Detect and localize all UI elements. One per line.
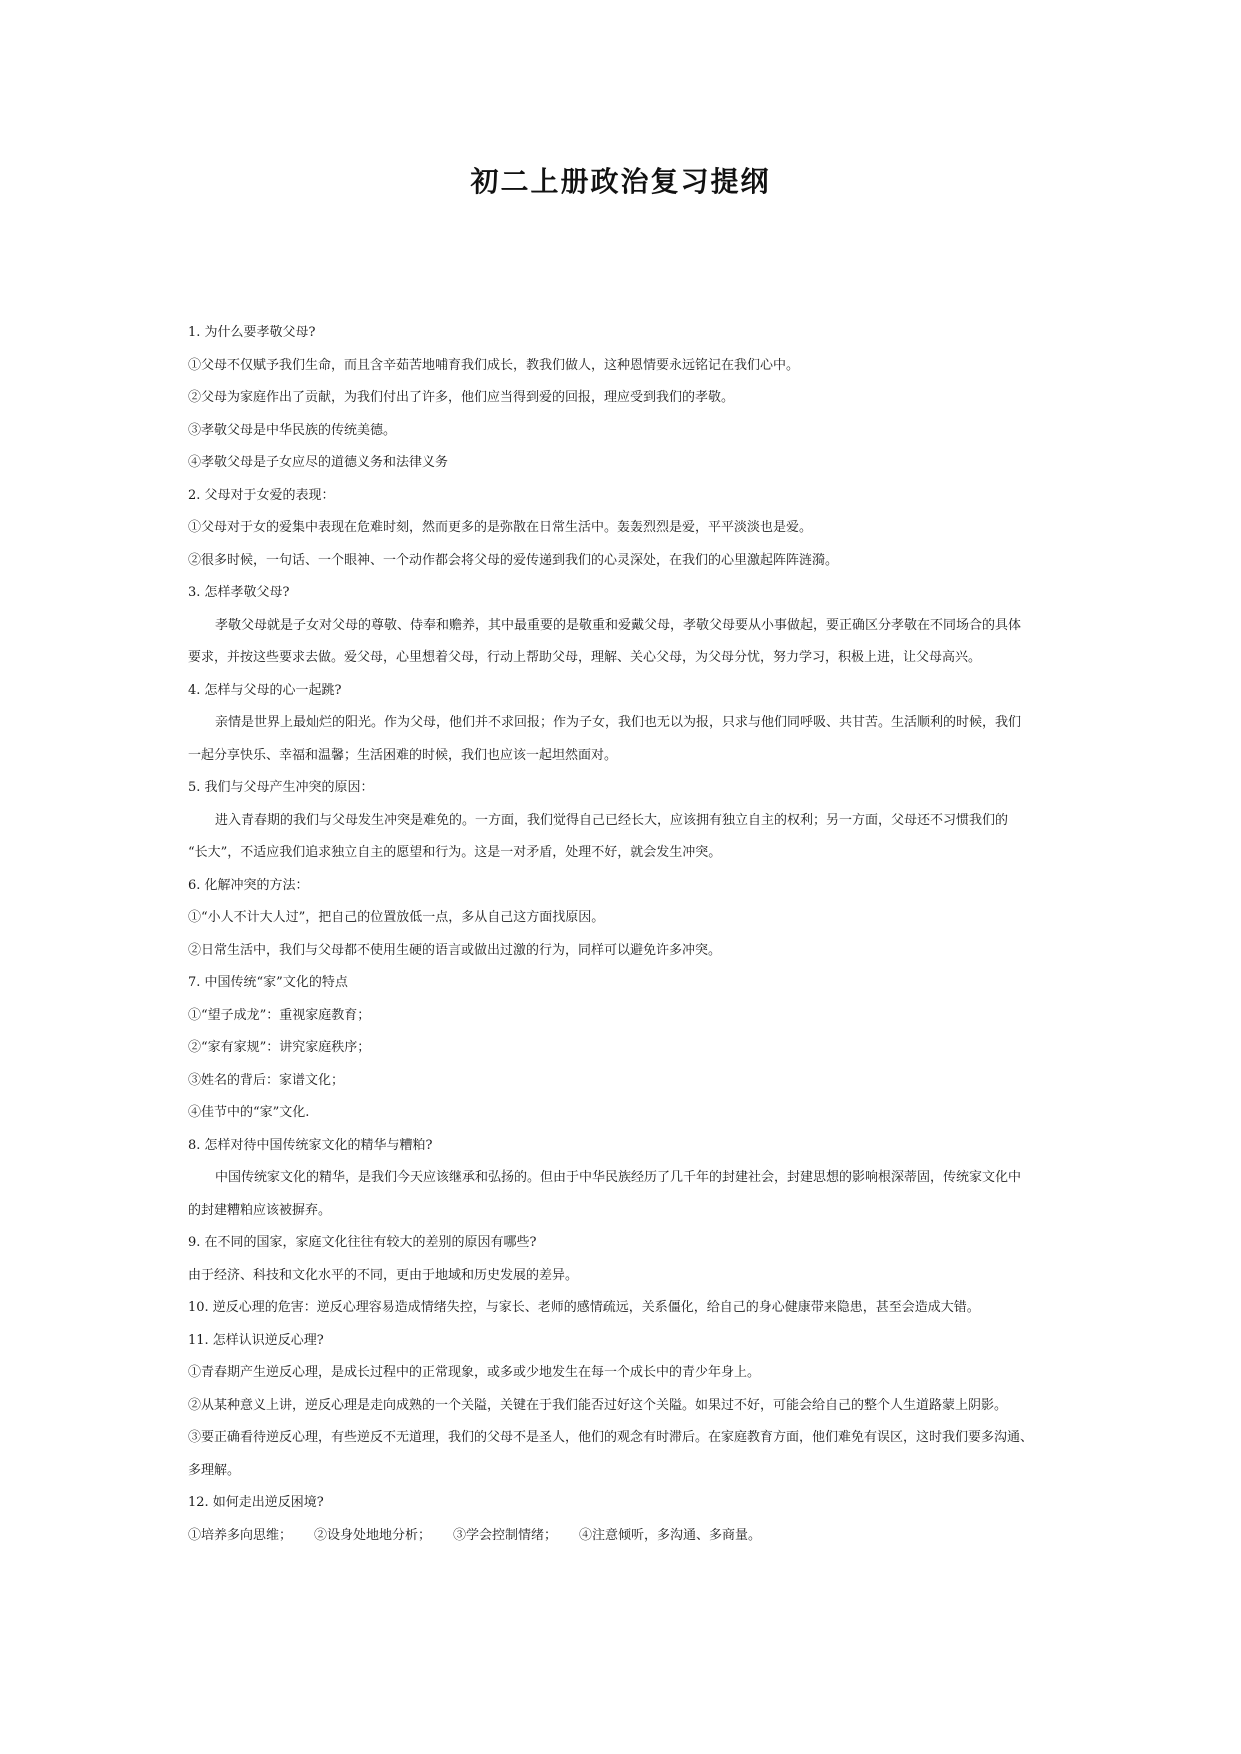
text-line: ③要正确看待逆反心理，有些逆反不无道理，我们的父母不是圣人，他们的观念有时滞后。在家庭教育方面，他们难免有误区，这时我们要多沟通、 — [188, 1430, 1034, 1445]
text-line: 的封建糟粕应该被摒弃。 — [188, 1202, 332, 1218]
text-line: 12. 如何走出逆反困境? — [188, 1495, 324, 1510]
text-line: ③姓名的背后：家谱文化； — [188, 1072, 345, 1088]
option-item: ①培养多向思维； — [188, 1527, 293, 1543]
text-line: ②很多时候，一句话、一个眼神、一个动作都会将父母的爱传递到我们的心灵深处，在我们的心里激起阵阵涟漪。 — [188, 552, 839, 568]
text-line: ④孝敬父母是子女应尽的道德义务和法律义务 — [188, 455, 449, 470]
text-line: 要求，并按这些要求去做。爱父母，心里想着父母，行动上帮助父母，理解、关心父母，为父母分忧，努力学习，积极上进，让父母高兴。 — [188, 650, 982, 665]
option-item: ②设身处地地分析； — [314, 1527, 432, 1543]
text-line: 孝敬父母就是子女对父母的尊敬、侍奉和赡养，其中最重要的是敬重和爱戴父母，孝敬父母要从小事做起，要正确区分孝敬在不同场合的具体 — [215, 617, 1022, 633]
text-line: 亲情是世界上最灿烂的阳光。作为父母，他们并不求回报；作为子女，我们也无以为报，只求与他们同呼吸、共甘苦。生活顺利的时候，我们 — [215, 715, 1022, 730]
document-title: 初二上册政治复习提纲 — [470, 165, 771, 198]
text-line: 6. 化解冲突的方法： — [188, 877, 309, 893]
text-line: 9. 在不同的国家，家庭文化往往有较大的差别的原因有哪些? — [188, 1235, 537, 1250]
text-line: 一起分享快乐、幸福和温馨；生活困难的时候，我们也应该一起坦然面对。 — [188, 747, 618, 763]
options-line — [188, 1520, 1063, 1553]
option-item: ④注意倾听，多沟通、多商量。 — [579, 1527, 762, 1543]
document-body — [188, 317, 1063, 1552]
text-line: 11. 怎样认识逆反心理? — [188, 1332, 324, 1348]
text-line: ③孝敬父母是中华民族的传统美德。 — [188, 422, 397, 438]
text-line: ②“家有家规”：讲究家庭秩序； — [188, 1040, 371, 1055]
text-line: “长大”，不适应我们追求独立自主的愿望和行为。这是一对矛盾，处理不好，就会发生冲突。 — [188, 845, 722, 860]
text-line: 多理解。 — [188, 1462, 241, 1478]
text-line: 1. 为什么要孝敬父母? — [188, 325, 316, 340]
text-line: 中国传统家文化的精华，是我们今天应该继承和弘扬的。但由于中华民族经历了几千年的封建社会，封建思想的影响根深蒂固，传统家文化中 — [215, 1170, 1022, 1185]
text-line: 5. 我们与父母产生冲突的原因： — [188, 780, 374, 795]
text-line: ②日常生活中，我们与父母都不使用生硬的语言或做出过激的行为，同样可以避免许多冲突。 — [188, 942, 722, 958]
text-line: ①父母不仅赋予我们生命，而且含辛茹苦地哺育我们成长，教我们做人，这种恩情要永远铭记在我们心中。 — [188, 357, 800, 373]
text-line: ④佳节中的“家”文化. — [188, 1105, 310, 1120]
text-line: ①青春期产生逆反心理，是成长过程中的正常现象，或多或少地发生在每一个成长中的青少年身上。 — [188, 1365, 761, 1380]
text-line: ②从某种意义上讲，逆反心理是走向成熟的一个关隘，关键在于我们能否过好这个关隘。如果过不好，可能会给自己的整个人生道路蒙上阴影。 — [188, 1397, 1008, 1413]
text-line: 由于经济、科技和文化水平的不同，更由于地域和历史发展的差异。 — [188, 1267, 579, 1283]
text-line: 2. 父母对于女爱的表现： — [188, 487, 335, 503]
text-line: 4. 怎样与父母的心一起跳? — [188, 682, 342, 698]
option-item: ③学会控制情绪； — [453, 1527, 558, 1543]
text-line: 8. 怎样对待中国传统家文化的精华与糟粕? — [188, 1137, 433, 1153]
text-line: ①父母对于女的爱集中表现在危难时刻，然而更多的是弥散在日常生活中。轰轰烈烈是爱，平平淡淡也是爱。 — [188, 520, 813, 535]
text-line: 10. 逆反心理的危害：逆反心理容易造成情绪失控，与家长、老师的感情疏远，关系僵化，给自己的身心健康带来隐患，甚至会造成大错。 — [188, 1300, 980, 1315]
text-line: 3. 怎样孝敬父母? — [188, 585, 290, 600]
text-line: ②父母为家庭作出了贡献，为我们付出了许多，他们应当得到爱的回报，理应受到我们的孝敬。 — [188, 390, 735, 405]
text-line: 进入青春期的我们与父母发生冲突是难免的。一方面，我们觉得自己已经长大，应该拥有独立自主的权利；另一方面，父母还不习惯我们的 — [215, 812, 1009, 828]
text-line: 7. 中国传统“家”文化的特点 — [188, 975, 348, 990]
text-line: ①“望子成龙”：重视家庭教育； — [188, 1007, 371, 1023]
text-line: ①“小人不计大人过”，把自己的位置放低一点，多从自己这方面找原因。 — [188, 910, 605, 925]
